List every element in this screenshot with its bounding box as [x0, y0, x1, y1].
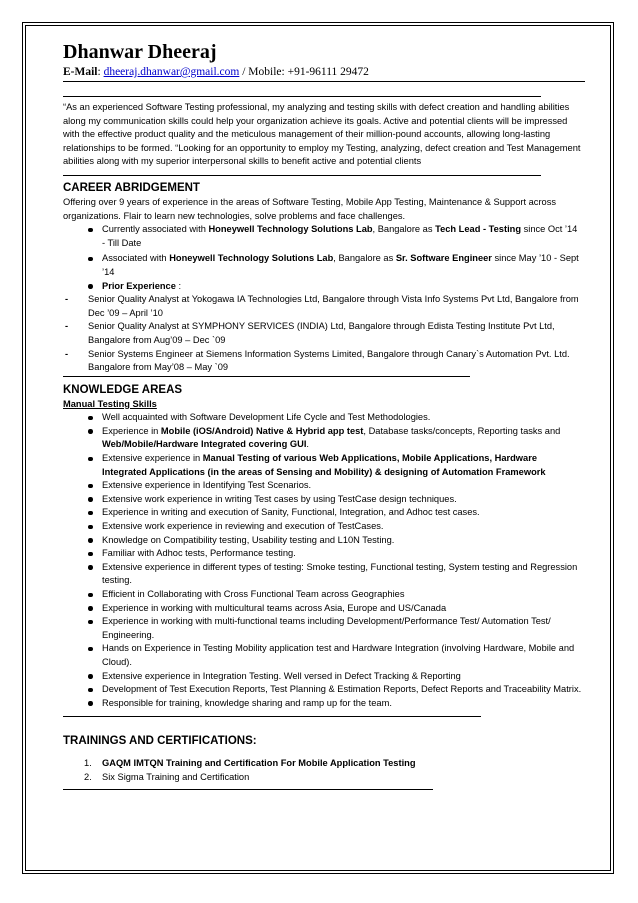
mobile-number: / Mobile: +91-96111 29472: [239, 66, 369, 78]
bullet-icon: [88, 620, 93, 625]
bullet-icon: [88, 565, 93, 570]
career-current: Currently associated with Honeywell Technology Solutions Lab, Bangalore as Tech Lead - Testing since Oct ’14 - Till Date: [63, 223, 583, 250]
knowledge-heading: KNOWLEDGE AREAS: [63, 383, 183, 396]
trainings-list: [63, 757, 583, 784]
bullet-icon: [88, 552, 93, 557]
knowledge-item: Experience in Mobile (iOS/Android) Native & Hybrid app test, Database tasks/concepts, Reporting tasks and Web/Mobile/Hardware Integrated covering GUI.: [63, 425, 583, 452]
training-item: 2. Six Sigma Training and Certification: [84, 771, 250, 782]
knowledge-item: Hands on Experience in Testing Mobility application test and Hardware Integration (involving Hardware, Mobile and Cloud).: [63, 642, 583, 669]
manual-testing-subheading: Manual Testing Skills: [63, 398, 157, 409]
bullet-icon: [88, 606, 93, 611]
bullet-icon: [88, 511, 93, 516]
knowledge-list: [63, 411, 583, 710]
bullet-icon: [88, 416, 93, 421]
knowledge-item: Extensive experience in Integration Testing. Well versed in Defect Tracking & Reporting: [63, 670, 583, 684]
bullet-icon: [88, 674, 93, 679]
bullet-icon: [88, 593, 93, 598]
bullet-icon: [88, 701, 93, 706]
knowledge-item: Experience in working with multicultural teams across Asia, Europe and US/Canada: [63, 602, 583, 616]
email-link[interactable]: dheeraj.dhanwar@gmail.com: [103, 66, 240, 78]
bullet-icon: [88, 538, 93, 543]
trainings-heading: TRAININGS AND CERTIFICATIONS:: [63, 735, 257, 748]
candidate-name: Dhanwar Dheeraj: [63, 41, 217, 63]
career-list: [63, 223, 583, 293]
career-heading: CAREER ABRIDGEMENT: [63, 181, 200, 194]
knowledge-item: Extensive experience in Manual Testing of various Web Applications, Mobile Applications, Hardware Integrated Applications (in the areas of Sensing and Mobility) & designing of Automation Framework: [63, 452, 583, 479]
dash-marker: -: [65, 321, 69, 332]
knowledge-item: Extensive experience in Identifying Test Scenarios.: [63, 479, 583, 493]
contact-line: E-Mail: dheeraj.dhanwar@gmail.com / Mobile: +91-96111 29472: [63, 65, 585, 82]
prior-item: - Senior Quality Analyst at Yokogawa IA Technologies Ltd, Bangalore through Vista Info Systems Pvt Ltd, Bangalore from Dec ’09 – April ’10: [65, 294, 579, 318]
bullet-icon: [88, 429, 93, 434]
knowledge-item: Extensive experience in different types of testing: Smoke testing, Functional testing, System testing and Regression testing.: [63, 561, 583, 588]
bullet-icon: [88, 484, 93, 489]
summary-paragraph: “As an experienced Software Testing professional, my analyzing and testing skills with defect creation and handling abilities along my communication skills could help your organization achieve its goals. Active and potential clients will be impressed with the effective product quality and the meticulous management of their million-pound accounts, allowing long-lasting relationships to be formed. “Looking for an opportunity to employ my Testing, analyzing, defect creation and Test Management abilities along with my superior interpersonal skills to benefit active and potential clients: [63, 102, 581, 167]
prior-experience-label: Prior Experience :: [63, 280, 583, 294]
bullet-icon: [88, 257, 93, 262]
knowledge-item: Development of Test Execution Reports, Test Planning & Estimation Reports, Defect Reports and Traceability Matrix.: [63, 683, 583, 697]
knowledge-item: Well acquainted with Software Development Life Cycle and Test Methodologies.: [63, 411, 583, 425]
bullet-icon: [88, 457, 93, 462]
bullet-icon: [88, 688, 93, 693]
bullet-icon: [88, 525, 93, 530]
knowledge-item: Knowledge on Compatibility testing, Usability testing and L10N Testing.: [63, 534, 583, 548]
knowledge-item: Experience in working with multi-functional teams including Development/Performance Test/ Automation Test/ Engineering.: [63, 615, 583, 642]
divider: [63, 716, 481, 717]
resume-document: [63, 40, 583, 790]
career-intro: Offering over 9 years of experience in the areas of Software Testing, Mobile App Testing, Maintenance & Support across organizations. Flair to learn new technologies, solve problems and face challenges.: [63, 196, 557, 221]
knowledge-item: Efficient in Collaborating with Cross Functional Team across Geographies: [63, 588, 583, 602]
knowledge-item: Responsible for training, knowledge sharing and ramp up for the team.: [63, 697, 583, 711]
dash-marker: -: [65, 294, 69, 305]
prior-item: - Senior Quality Analyst at SYMPHONY SERVICES (INDIA) Ltd, Bangalore through Edista Testing Institute Pvt Ltd, Bangalore from Aug’09 – Dec `09: [65, 321, 555, 345]
divider: [63, 175, 541, 176]
bullet-icon: [88, 497, 93, 502]
email-label: E-Mail: [63, 66, 98, 78]
prior-item: - Senior Systems Engineer at Siemens Information Systems Limited, Bangalore through Canary`s Automation Pvt. Ltd. Bangalore from May’08 – May `09: [65, 348, 570, 373]
prior-experience-list: [63, 293, 583, 375]
dash-marker: -: [65, 348, 69, 359]
divider: [63, 96, 541, 97]
bullet-icon: [88, 228, 93, 233]
knowledge-item: Experience in writing and execution of Sanity, Functional, Integration, and Adhoc test cases.: [63, 506, 583, 520]
bullet-icon: [88, 647, 93, 652]
knowledge-item: Extensive work experience in writing Test cases by using TestCase design techniques.: [63, 493, 583, 507]
bullet-icon: [88, 284, 93, 289]
career-previous: Associated with Honeywell Technology Solutions Lab, Bangalore as Sr. Software Engineer since May ’10 - Sept ’14: [63, 252, 583, 279]
training-item: 1. GAQM IMTQN Training and Certification For Mobile Application Testing: [84, 758, 416, 769]
knowledge-item: Extensive work experience in reviewing and execution of TestCases.: [63, 520, 583, 534]
divider: [63, 376, 470, 377]
divider: [63, 789, 433, 790]
knowledge-item: Familiar with Adhoc tests, Performance testing.: [63, 547, 583, 561]
